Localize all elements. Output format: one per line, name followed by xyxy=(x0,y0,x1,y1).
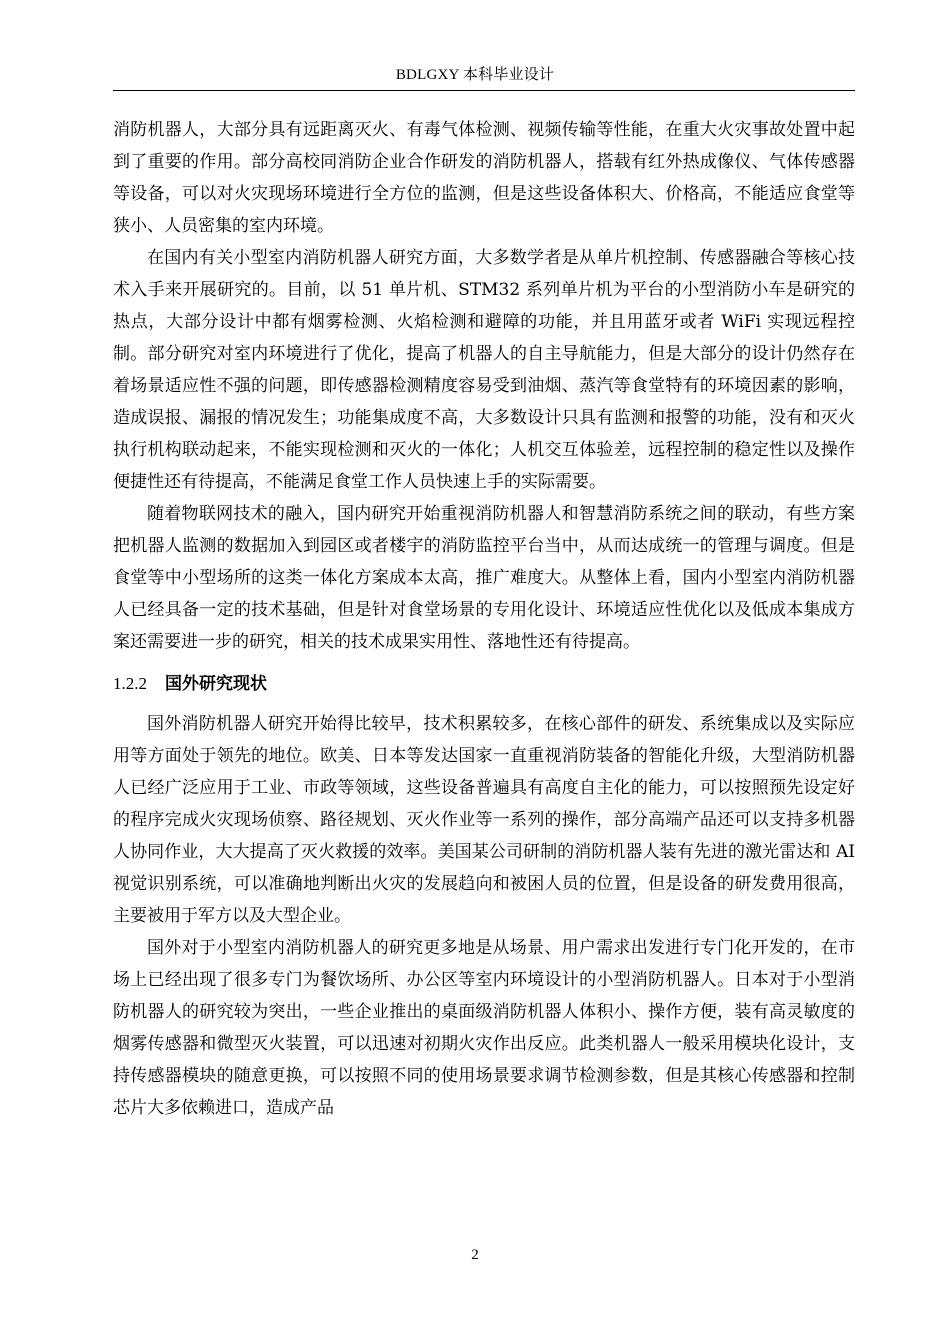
body-text xyxy=(113,114,855,1124)
paragraph-2: 在国内有关小型室内消防机器人研究方面，大多数学者是从单片机控制、传感器融合等核心技术入手来开展研究的。目前，以 51 单片机、STM32 系列单片机为平台的小型消防小车是研究的热点，大部分设计中都有烟雾检测、火焰检测和避障的功能，并且用蓝牙或者 WiFi 实现远程控制。部分研究对室内环境进行了优化，提高了机器人的自主导航能力，但是大部分的设计仍然存在着场景适应性不强的问题，即传感器检测精度容易受到油烟、蒸汽等食堂特有的环境因素的影响，造成误报、漏报的情况发生；功能集成度不高，大多数设计只具有监测和报警的功能，没有和灭火执行机构联动起来，不能实现检测和灭火的一体化；人机交互体验差，远程控制的稳定性以及操作便捷性还有待提高，不能满足食堂工作人员快速上手的实际需要。 xyxy=(113,248,855,492)
paragraph-4: 国外消防机器人研究开始得比较早，技术积累较多，在核心部件的研发、系统集成以及实际应用等方面处于领先的地位。欧美、日本等发达国家一直重视消防装备的智能化升级，大型消防机器人已经广泛应用于工业、市政等领域，这些设备普遍具有高度自主化的能力，可以按照预先设定好的程序完成火灾现场侦察、路径规划、灭火作业等一系列的操作，部分高端产品还可以支持多机器人协同作业，大大提高了灭火救援的效率。美国某公司研制的消防机器人装有先进的激光雷达和 AI 视觉识别系统，可以准确地判断出火灾的发展趋向和被困人员的位置，但是设备的研发费用很高，主要被用于军方以及大型企业。 xyxy=(113,714,855,926)
section-heading xyxy=(113,668,855,700)
running-header: BDLGXY 本科毕业设计 xyxy=(395,67,555,83)
paragraph-5: 国外对于小型室内消防机器人的研究更多地是从场景、用户需求出发进行专门化开发的，在市场上已经出现了很多专门为餐饮场所、办公区等室内环境设计的小型消防机器人。日本对于小型消防机器人的研究较为突出，一些企业推出的桌面级消防机器人体积小、操作方便，装有高灵敏度的烟雾传感器和微型灭火装置，可以迅速对初期火灾作出反应。此类机器人一般采用模块化设计，支持传感器模块的随意更换，可以按照不同的使用场景要求调节检测参数，但是其核心传感器和控制芯片大多依赖进口，造成产品 xyxy=(113,938,855,1118)
header-divider xyxy=(113,90,855,91)
section-title: 国外研究现状 xyxy=(165,674,267,694)
section-number: 1.2.2 xyxy=(113,674,147,693)
paragraph-1: 消防机器人，大部分具有远距离灭火、有毒气体检测、视频传输等性能，在重大火灾事故处置中起到了重要的作用。部分高校同消防企业合作研发的消防机器人，搭载有红外热成像仪、气体传感器等设备，可以对火灾现场环境进行全方位的监测，但是这些设备体积大、价格高，不能适应食堂等狭小、人员密集的室内环境。 xyxy=(113,120,855,236)
paragraph-3: 随着物联网技术的融入，国内研究开始重视消防机器人和智慧消防系统之间的联动，有些方案把机器人监测的数据加入到园区或者楼宇的消防监控平台当中，从而达成统一的管理与调度。但是食堂等中小型场所的这类一体化方案成本太高，推广难度大。从整体上看，国内小型室内消防机器人已经具备一定的技术基础，但是针对食堂场景的专用化设计、环境适应性优化以及低成本集成方案还需要进一步的研究，相关的技术成果实用性、落地性还有待提高。 xyxy=(113,504,855,652)
page-number: 2 xyxy=(471,1247,479,1263)
